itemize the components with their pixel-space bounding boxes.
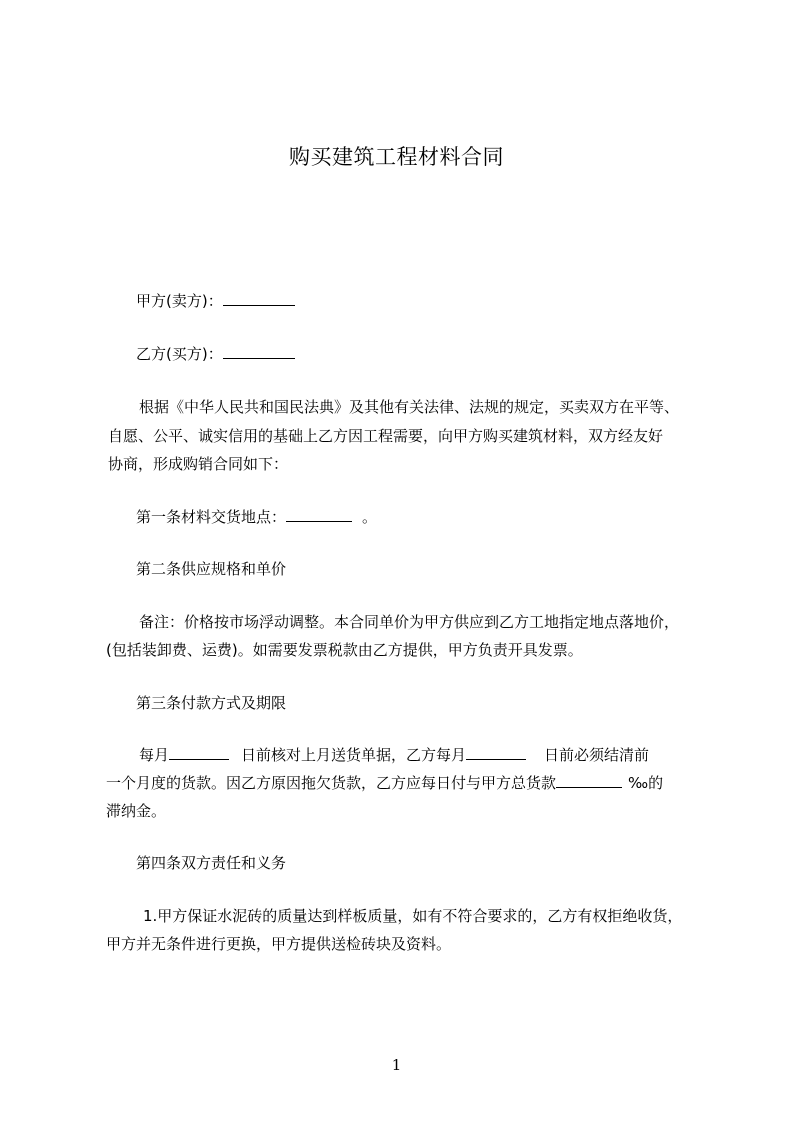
article-3-text: 一个月度的货款。因乙方原因拖欠货款，乙方应每日付与甲方总货款 [106, 774, 557, 792]
article-1-suffix: 。 [362, 508, 378, 526]
article-1-line [136, 507, 377, 528]
article-3-text: ‰的 [628, 774, 664, 792]
article-2-heading: 第二条供应规格和单价 [136, 560, 287, 578]
article-3-heading: 第三条付款方式及期限 [136, 694, 287, 712]
intro-line-3: 协商，形成购销合同如下： [108, 455, 289, 473]
article-3-text: 日前核对上月送货单据，乙方每月 [241, 746, 467, 764]
article-3-paragraph-line-1 [139, 745, 649, 766]
document-title: 购买建筑工程材料合同 [289, 145, 504, 169]
settle-day-blank [466, 745, 526, 760]
article-1-label: 第一条材料交货地点： [136, 508, 287, 526]
article-2-note-line-1: 备注：价格按市场浮动调整。本合同单价为甲方供应到乙方工地指定地点落地价， [139, 613, 680, 631]
article-3-paragraph-line-2 [106, 773, 663, 794]
party-a-line [136, 291, 295, 312]
article-3-text: 日前必须结清前 [544, 746, 650, 764]
article-4-item-1-line-1: 1.甲方保证水泥砖的质量达到样板质量，如有不符合要求的，乙方有权拒绝收货， [143, 907, 683, 925]
page-number: 1 [391, 1056, 402, 1074]
delivery-location-blank [286, 507, 352, 522]
article-2-note-line-2: (包括装卸费、运费)。如需要发票税款由乙方提供，甲方负责开具发票。 [106, 641, 583, 659]
party-a-label: 甲方(卖方)： [136, 292, 223, 310]
party-b-label: 乙方(买方)： [136, 345, 223, 363]
intro-line-2: 自愿、公平、诚实信用的基础上乙方因工程需要，向甲方购买建筑材料，双方经友好 [108, 427, 664, 445]
article-3-text: 每月 [139, 746, 170, 764]
party-a-blank [223, 291, 295, 306]
reconcile-day-blank [169, 745, 229, 760]
article-4-item-1-line-2: 甲方并无条件进行更换，甲方提供送检砖块及资料。 [106, 935, 452, 953]
party-b-blank [223, 344, 295, 359]
article-4-heading: 第四条双方责任和义务 [136, 854, 287, 872]
party-b-line [136, 344, 295, 365]
article-3-paragraph-line-3: 滞纳金。 [106, 802, 167, 820]
late-fee-rate-blank [556, 773, 622, 788]
intro-line-1: 根据《中华人民共和国民法典》及其他有关法律、法规的规定，买卖双方在平等、 [139, 398, 680, 416]
